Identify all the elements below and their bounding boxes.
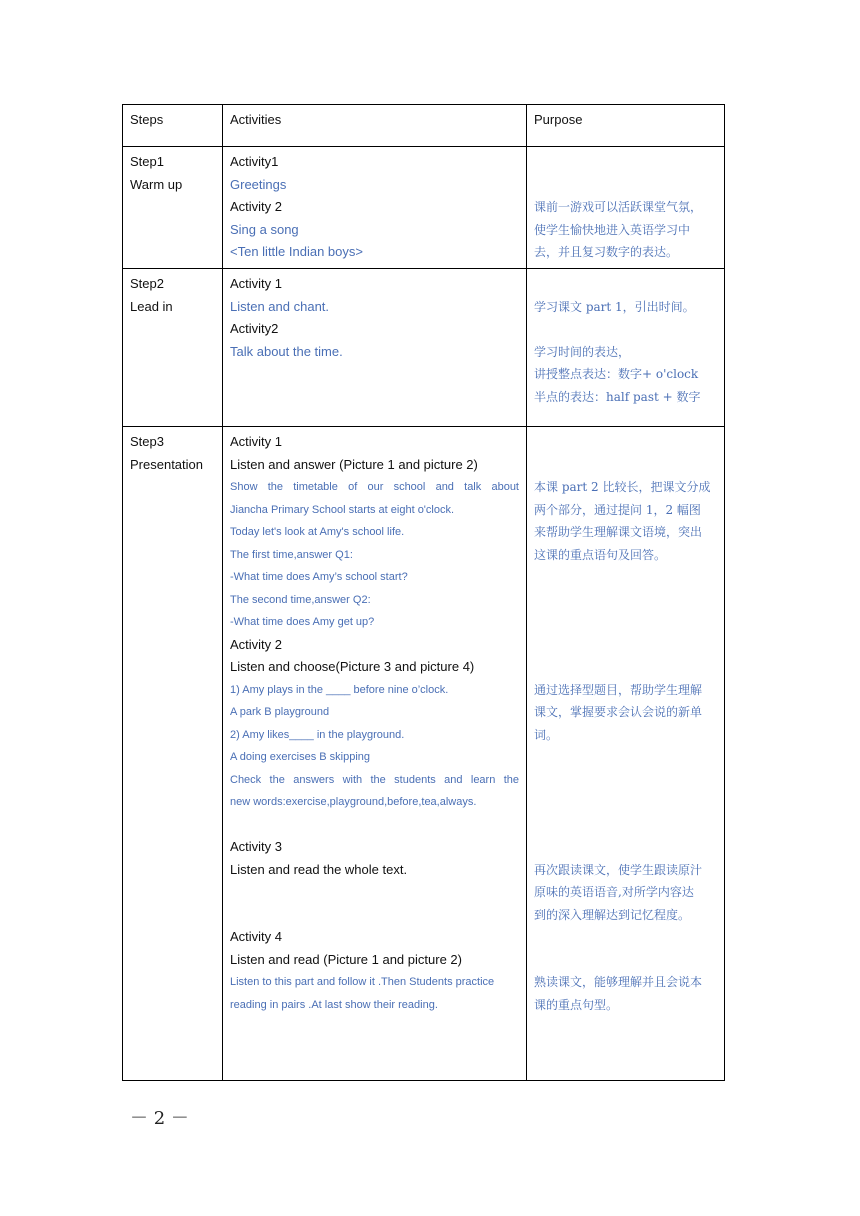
activity-line: The first time,answer Q1: [230, 548, 353, 561]
purpose-line: 熟读课文，能够理解并且会说本 [534, 975, 703, 989]
step1-activities-cell [223, 147, 527, 269]
activity-line: Activity 2 [230, 636, 283, 652]
step3-row [123, 427, 725, 1081]
activity-line: Show the timetable of our school and talk about [230, 481, 519, 493]
purpose-line: 通过选择型题目，帮助学生理解 [534, 682, 703, 697]
step1-step-cell [123, 147, 223, 269]
header-steps: Steps [123, 105, 223, 147]
step2-number: Step2 [130, 276, 164, 291]
purpose-line [534, 454, 717, 477]
purpose-line [534, 836, 717, 859]
activity-line: Sing a song [230, 221, 299, 237]
activity-line: Activity 3 [230, 839, 283, 854]
step3-number: Step3 [130, 434, 164, 449]
purpose-line [534, 273, 717, 296]
step2-row [123, 269, 725, 427]
activity-line: Greetings [230, 176, 287, 192]
purpose-line: 使学生愉快地进入英语学习中 [534, 222, 691, 237]
activity-line [230, 814, 519, 837]
activity-line: <Ten little Indian boys> [230, 244, 363, 259]
header-row [123, 105, 725, 147]
activity-line: Activity 1 [230, 434, 283, 449]
step2-name: Lead in [130, 298, 173, 314]
purpose-line [534, 814, 717, 837]
activity-line: Listen and read the whole text. [230, 861, 408, 877]
purpose-line [534, 431, 717, 454]
purpose-line [534, 318, 717, 341]
purpose-line [534, 151, 717, 174]
purpose-line: 词。 [534, 727, 559, 742]
purpose-line [534, 791, 717, 814]
activity-line [230, 904, 519, 927]
purpose-line [534, 926, 717, 949]
purpose-line: 课的重点句型。 [534, 997, 619, 1012]
purpose-line: 来帮助学生理解课文语境，突出 [534, 525, 703, 539]
purpose-line [534, 611, 717, 634]
header-purpose: Purpose [527, 105, 725, 147]
activity-line: 2) Amy likes____ in the playground. [230, 728, 405, 741]
activity-line: Activity 1 [230, 276, 283, 291]
activity-line: A doing exercises B skipping [230, 751, 371, 763]
activity-line: -What time does Amy get up? [230, 616, 375, 628]
activity-line: Activity 2 [230, 199, 283, 214]
purpose-line: 到的深入理解达到记忆程度。 [534, 907, 691, 922]
purpose-line: 学习课文 part 1，引出时间。 [534, 299, 695, 314]
step3-step-cell [123, 427, 223, 1081]
activity-line: Talk about the time. [230, 343, 343, 359]
step3-activities-cell [223, 427, 527, 1081]
step1-name: Warm up [130, 176, 183, 192]
step1-purpose-cell [527, 147, 725, 269]
purpose-line [534, 566, 717, 589]
lesson-plan-table [122, 104, 725, 1081]
activity-line: Listen and choose(Picture 3 and picture 4) [230, 659, 475, 674]
header-activities: Activities [223, 105, 527, 147]
purpose-line: 课文，掌握要求会认会说的新单 [534, 705, 703, 719]
purpose-line: 去，并且复习数字的表达。 [534, 245, 679, 259]
activity-line: reading in pairs .At last show their reading. [230, 998, 438, 1011]
purpose-line: 讲授整点表达：数字+ o'clock [534, 367, 699, 381]
step1-number: Step1 [130, 154, 164, 169]
activity-line: Listen and chant. [230, 298, 330, 314]
purpose-line: 这课的重点语句及回答。 [534, 547, 667, 562]
activity-line: Listen to this part and follow it .Then Students practice [230, 976, 495, 988]
step3-name: Presentation [130, 456, 203, 472]
activity-line: new words:exercise,playground,before,tea,always. [230, 796, 477, 808]
activity-line: Check the answers with the students and learn the [230, 773, 519, 786]
purpose-line [534, 589, 717, 612]
activity-line: Listen and answer (Picture 1 and picture 2) [230, 456, 478, 472]
activity-line [230, 881, 519, 904]
purpose-line: 再次跟读课文，使学生跟读原汁 [534, 862, 703, 877]
activity-line: -What time does Amy’s school start? [230, 571, 408, 583]
activity-line: Activity 4 [230, 929, 283, 944]
purpose-line: 两个部分，通过提问 1，2 幅图 [534, 502, 701, 517]
activity-line: A park B playground [230, 706, 330, 718]
purpose-line: 学习时间的表达， [534, 344, 631, 359]
activity-line: Activity2 [230, 321, 279, 336]
purpose-line: 本课 part 2 比较长，把课文分成 [534, 480, 711, 494]
activity-line: Jiancha Primary School starts at eight o'clock. [230, 503, 455, 516]
step2-step-cell [123, 269, 223, 427]
purpose-line [534, 634, 717, 657]
purpose-line [534, 769, 717, 792]
activity-line: Today let's look at Amy's school life. [230, 526, 405, 538]
activity-line: The second time,answer Q2: [230, 593, 371, 606]
activity-line: Listen and read (Picture 1 and picture 2) [230, 951, 462, 967]
purpose-line: 半点的表达：half past + 数字 [534, 389, 701, 404]
step3-purpose-cell [527, 427, 725, 1081]
purpose-line: 原味的英语语音,对所学内容达 [534, 885, 694, 899]
activity-line: Activity1 [230, 154, 279, 169]
page-number: － 2 － [130, 1108, 189, 1129]
step2-purpose-cell [527, 269, 725, 427]
step2-activities-cell [223, 269, 527, 427]
purpose-line [534, 746, 717, 769]
purpose-line [534, 656, 717, 679]
step1-row [123, 147, 725, 269]
purpose-line [534, 949, 717, 972]
purpose-line: 课前一游戏可以活跃课堂气氛， [534, 200, 703, 214]
purpose-line [534, 174, 717, 197]
activity-line: 1) Amy plays in the ____ before nine o’clock. [230, 683, 449, 696]
